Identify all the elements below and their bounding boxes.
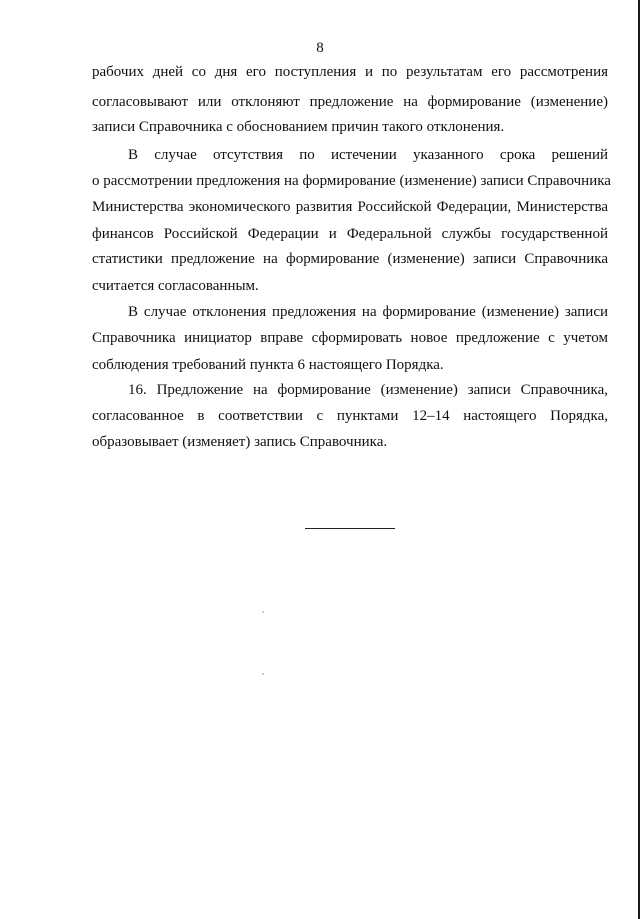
end-of-document-rule [305,528,395,529]
paragraph-1-line-1: рабочих дней со дня его поступления и по результатам его рассмотрения [92,64,608,80]
paragraph-2-line-6: считается согласованным. [92,278,259,294]
paragraph-4-line-3: образовывает (изменяет) запись Справочника. [92,434,388,450]
paragraph-3-line-2: Справочника инициатор вправе сформировать новое предложение с учетом [92,330,608,346]
page-number: 8 [316,40,324,56]
scan-speck [262,673,264,675]
paragraph-3-line-1: В случае отклонения предложения на формирование (изменение) записи [128,304,608,320]
paragraph-2-line-2: о рассмотрении предложения на формирование (изменение) записи Справочника [92,173,611,189]
paragraph-4-line-1: 16. Предложение на формирование (изменение) записи Справочника, [128,382,608,398]
paragraph-2-line-3: Министерства экономического развития Российской Федерации, Министерства [92,199,608,215]
paragraph-4-line-2: согласованное в соответствии с пунктами 12–14 настоящего Порядка, [92,408,608,424]
paragraph-2-line-4: финансов Российской Федерации и Федеральной службы государственной [92,226,608,242]
scan-speck [262,611,264,613]
paragraph-2-line-1: В случае отсутствия по истечении указанного срока решений [128,147,608,163]
paragraph-2-line-5: статистики предложение на формирование (изменение) записи Справочника [92,251,608,267]
paragraph-1-line-2: согласовывают или отклоняют предложение на формирование (изменение) [92,94,608,110]
paragraph-3-line-3: соблюдения требований пункта 6 настоящего Порядка. [92,357,444,373]
paragraph-1-line-3: записи Справочника с обоснованием причин такого отклонения. [92,119,505,135]
